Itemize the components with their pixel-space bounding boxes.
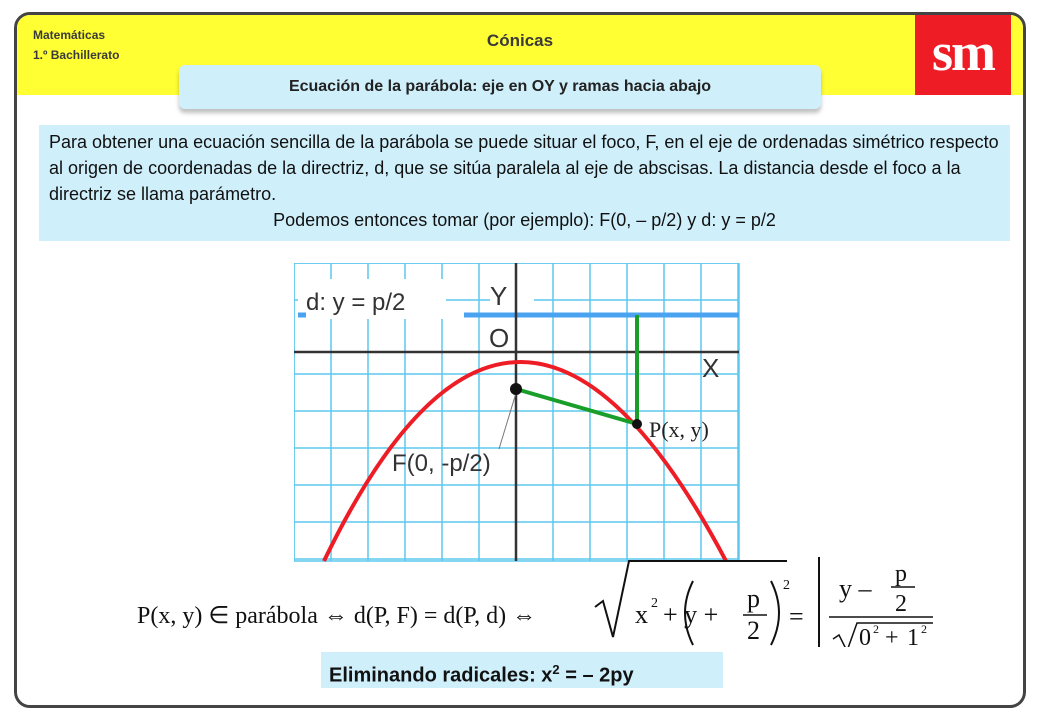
subject-name: Matemáticas	[33, 28, 106, 42]
formula-p-num: p	[747, 584, 760, 613]
slide-frame	[14, 12, 1026, 708]
intro-focus-directrix: Podemos entonces tomar (por ejemplo): F(0, – p/2) y d: y = p/2	[273, 210, 776, 230]
directrix-label: d: y = p/2	[306, 289, 406, 316]
formula-y-plus: + y +	[663, 600, 719, 629]
result-label: Eliminando radicales: x	[329, 664, 553, 687]
formula-x-exp: 2	[651, 596, 658, 611]
formula-x: x	[635, 600, 648, 629]
intro-textbox	[39, 125, 1010, 241]
sm-logo: sm	[915, 15, 1011, 95]
formula-two-den: 2	[747, 616, 760, 645]
distance-formula	[137, 539, 937, 647]
formula-zero-exp: 2	[873, 622, 879, 636]
formula-one-exp: 2	[921, 622, 927, 636]
result-exponent: 2	[552, 662, 560, 677]
course-name: 1.º Bachillerato	[33, 48, 120, 62]
right-paren	[771, 581, 779, 645]
formula-paren-exp: 2	[783, 578, 790, 593]
point-label: P(x, y)	[649, 417, 709, 442]
section-subtitle: Ecuación de la parábola: eje en OY y ramas hacia abajo	[179, 65, 821, 109]
focus-point	[510, 383, 522, 395]
formula-p-num-2: p	[895, 561, 907, 587]
formula-two-den-2: 2	[895, 591, 907, 617]
origin-label: O	[489, 323, 510, 353]
formula-one: 1	[907, 625, 919, 647]
focus-label: F(0, -p/2)	[392, 450, 491, 477]
formula-zero: 0	[859, 625, 871, 647]
point-p	[632, 419, 642, 429]
formula-y-minus: y –	[839, 574, 872, 603]
result-rest: = – 2py	[559, 664, 634, 687]
intro-paragraph: Para obtener una ecuación sencilla de la parábola se puede situar el foco, F, en el eje de ordenadas simétrico respecto al origen de coordenadas de la directriz, d, que se sitúa paralela al eje de abscisas. La distancia desde el foco a la directriz se llama parámetro.	[49, 132, 999, 204]
parabola-figure	[294, 263, 744, 563]
x-axis-label: X	[702, 353, 720, 383]
y-axis-label: Y	[490, 281, 508, 311]
page-title: Cónicas	[486, 31, 554, 50]
formula-plus: +	[885, 625, 899, 647]
formula-equals: =	[789, 602, 804, 631]
formula-lhs: P(x, y) ∈ parábola ⇔ d(P, F) = d(P, d) ⇔	[137, 603, 537, 629]
result-box	[321, 652, 723, 688]
